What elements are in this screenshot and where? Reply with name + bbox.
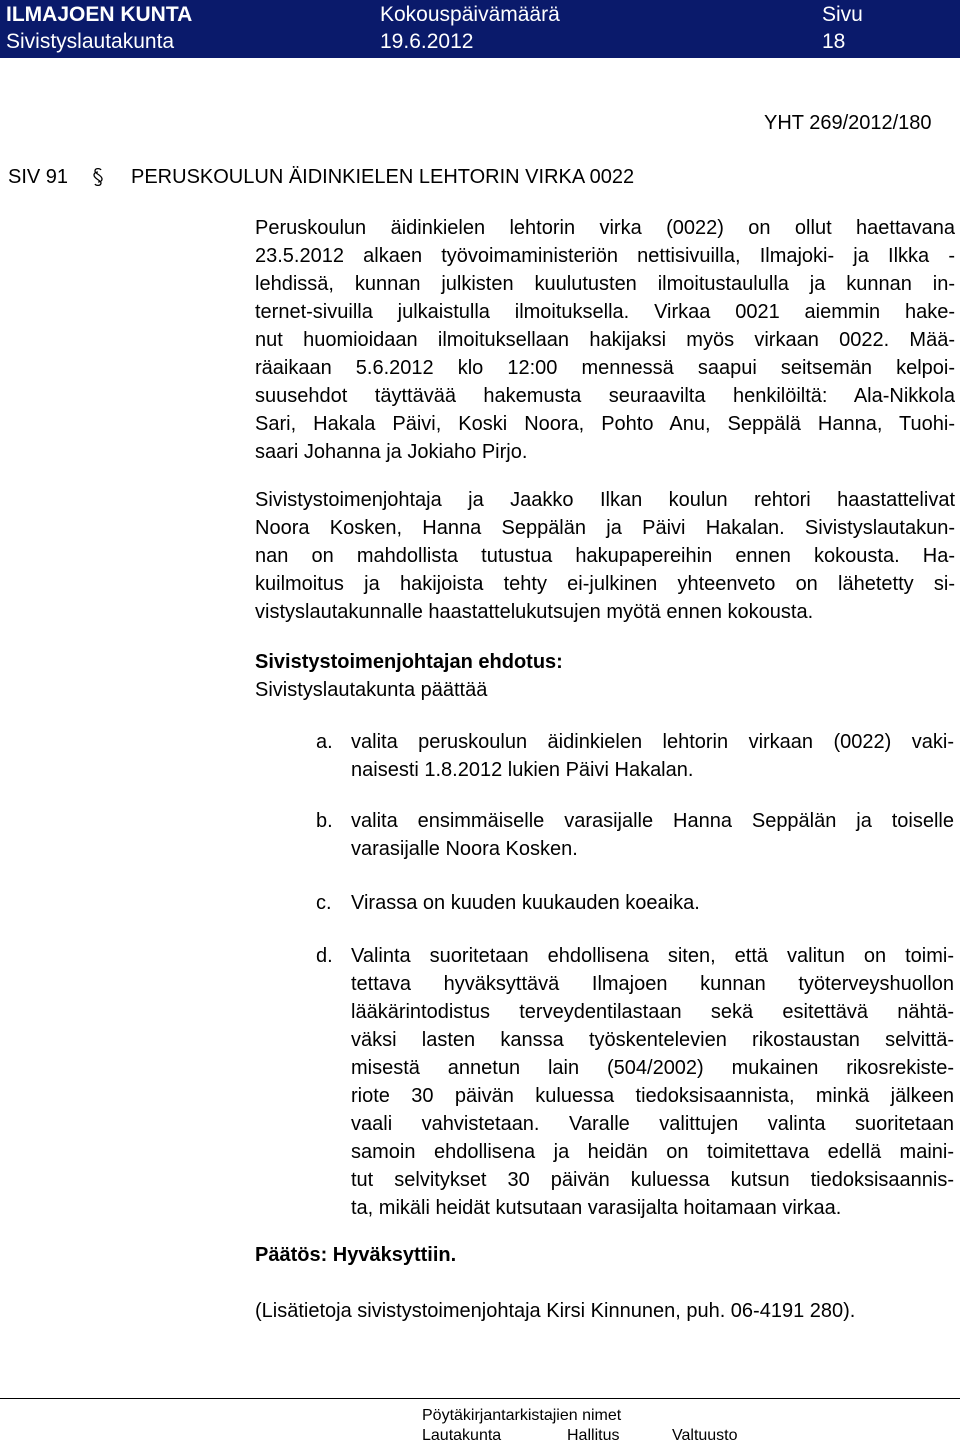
section-number: SIV 91	[8, 166, 69, 188]
meeting-date-label: Kokouspäivämäärä	[380, 3, 560, 26]
item-marker: a.	[316, 731, 333, 753]
section-sign-icon	[92, 167, 104, 187]
decision: Päätös: Hyväksyttiin.	[255, 1244, 457, 1266]
item-line: vaali vahvistetaan. Varalle valittujen valinta suoritetaan	[351, 1113, 954, 1135]
footer-label: Pöytäkirjantarkistajien nimet	[422, 1407, 622, 1424]
paragraph-line: suusehdot täyttävää hakemusta seuraavilta henkilöiltä: Ala-Nikkola	[255, 385, 955, 407]
paragraph-line: Noora Kosken, Hanna Seppälän ja Päivi Hakalan. Sivistyslautakun-	[255, 517, 955, 539]
section-title: PERUSKOULUN ÄIDINKIELEN LEHTORIN VIRKA 0022	[131, 166, 635, 188]
footer-column-hallitus: Hallitus	[567, 1427, 620, 1444]
footer-divider	[0, 1398, 960, 1399]
proposal-heading: Sivistystoimenjohtajan ehdotus:	[255, 651, 563, 673]
paragraph-line: Sari, Hakala Päivi, Koski Noora, Pohto Anu, Seppälä Hanna, Tuohi-	[255, 413, 955, 435]
item-line: tut selvitykset 30 päivän kuluessa kutsun tiedoksisaannis-	[351, 1169, 954, 1191]
paragraph-line: nan on mahdollista tutustua hakupapereihin ennen kokousta. Ha-	[255, 545, 955, 567]
item-line: misestä annetun lain (504/2002) mukainen rikosrekiste-	[351, 1057, 954, 1079]
paragraph-line: Peruskoulun äidinkielen lehtorin virka (0022) on ollut haettavana	[255, 217, 955, 239]
background-paragraph	[255, 214, 955, 466]
paragraph-line: saari Johanna ja Jokiaho Pirjo.	[255, 441, 528, 463]
paragraph-line: lehdissä, kunnan julkisten kuulutusten ilmoitustaululla ja kunnan in-	[255, 273, 955, 295]
item-line: lääkärintodistus terveydentilastaan sekä esitettävä nähtä-	[351, 1001, 954, 1023]
page-label: Sivu	[822, 3, 863, 26]
footer-column-lautakunta: Lautakunta	[422, 1427, 502, 1444]
document-header	[0, 0, 960, 58]
paragraph-line: 23.5.2012 alkaen työvoimaministeriön nettisivuilla, Ilmajoki- ja Ilkka -	[255, 245, 955, 267]
item-line: Virassa on kuuden kuukauden koeaika.	[351, 892, 700, 914]
item-line: naisesti 1.8.2012 lukien Päivi Hakalan.	[351, 759, 694, 781]
item-line: tettava hyväksyttävä Ilmajoen kunnan työterveyshuollon	[351, 973, 954, 995]
footer-column-valtuusto: Valtuusto	[672, 1427, 738, 1444]
item-line: valita ensimmäiselle varasijalle Hanna Seppälän ja toiselle	[351, 810, 954, 832]
item-line: varasijalle Noora Kosken.	[351, 838, 578, 860]
item-marker: c.	[316, 892, 332, 914]
item-line: samoin ehdollisena ja heidän on toimitettava edellä maini-	[351, 1141, 954, 1163]
proposal-intro: Sivistyslautakunta päättää	[255, 679, 488, 701]
item-line: riote 30 päivän kuluessa tiedoksisaannista, minkä jälkeen	[351, 1085, 954, 1107]
paragraph-line: Sivistystoimenjohtaja ja Jaakko Ilkan koulun rehtori haastattelivat	[255, 489, 955, 511]
item-marker: d.	[316, 945, 333, 967]
item-line: ta, mikäli heidät kutsutaan varasijalta hoitamaan virkaa.	[351, 1197, 842, 1219]
organization-name: ILMAJOEN KUNTA	[6, 3, 193, 26]
paragraph-line: vistyslautakunnalle haastattelukutsujen myötä ennen kokousta.	[255, 601, 814, 623]
meeting-date: 19.6.2012	[380, 30, 474, 53]
page-number: 18	[822, 30, 846, 53]
item-marker: b.	[316, 810, 333, 832]
paragraph-line: räaikaan 5.6.2012 klo 12:00 mennessä saapui seitsemän kelpoi-	[255, 357, 955, 379]
item-line: väksi lasten kanssa työskentelevien rikostaustan selvittä-	[351, 1029, 954, 1051]
contact-info: (Lisätietoja sivistystoimenjohtaja Kirsi Kinnunen, puh. 06-4191 280).	[255, 1300, 856, 1322]
reference-number: YHT 269/2012/180	[764, 112, 932, 134]
paragraph-line: nut huomioidaan ilmoituksellaan hakijaksi myös virkaan 0022. Mää-	[255, 329, 955, 351]
committee-name: Sivistyslautakunta	[6, 30, 175, 53]
interview-paragraph	[255, 486, 955, 626]
paragraph-line: kuilmoitus ja hakijoista tehty ei-julkinen yhteenveto on lähetetty si-	[255, 573, 955, 595]
item-line: Valinta suoritetaan ehdollisena siten, että valitun on toimi-	[351, 945, 954, 967]
item-line: valita peruskoulun äidinkielen lehtorin virkaan (0022) vaki-	[351, 731, 954, 753]
paragraph-line: ternet-sivuilla julkaistulla ilmoituksella. Virkaa 0021 aiemmin hake-	[255, 301, 955, 323]
